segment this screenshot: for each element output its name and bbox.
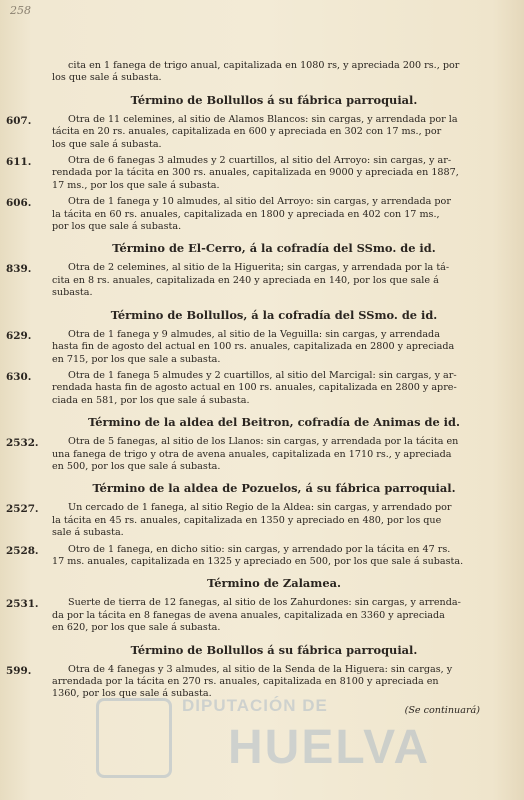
- text-line: Otra de 4 fanegas y 3 almudes, al sitio de la Senda de la Higuera: sin cargas, y: [68, 663, 453, 675]
- text-line: en 620, por los que sale á subasta.: [52, 622, 221, 634]
- document-body: [6, 60, 496, 717]
- coat-of-arms-logo: [96, 698, 172, 778]
- text-line: en 500, por los que sale á subasta.: [52, 460, 221, 472]
- lot-entry: [6, 369, 496, 407]
- lot-number: 629.: [6, 329, 32, 342]
- text-line: arrendada por la tácita en 270 rs. anuales, capitalizada en 8100 y apreciada en: [52, 676, 439, 687]
- text-line: 1360, por los que sale á subasta.: [52, 688, 212, 700]
- lot-entry: [6, 543, 496, 569]
- text-line: ciada en 581, por los que sale á subasta.: [52, 394, 250, 406]
- section-heading: Término de Bollullos á su fábrica parroquial.: [130, 642, 418, 657]
- lot-number: 2528.: [6, 544, 39, 557]
- continuation-note: (Se continuará): [404, 704, 480, 716]
- section-heading: Término de Bollullos, á la cofradía del SSmo. de id.: [110, 307, 438, 322]
- section-heading: Término de El-Cerro, á la cofradía del SSmo. de id.: [112, 241, 436, 256]
- lot-entry: [6, 328, 496, 366]
- folio-number: 258: [10, 4, 31, 17]
- text-line: hasta fin de agosto del actual en 100 rs. anuales, capitalizada en 2800 y apreciada: [52, 341, 455, 353]
- text-line: rendada hasta fin de agosto actual en 100 rs. anuales, capitalizada en 2800 y apre-: [52, 382, 457, 394]
- text-line: subasta.: [52, 287, 93, 299]
- watermark-top-text: DIPUTACIÓN DE: [182, 696, 328, 715]
- lot-entry: [6, 155, 496, 192]
- text-line: rendada por la tácita en 300 rs. anuales, capitalizada en 9000 y apreciada en 1887,: [52, 167, 459, 179]
- lot-number: 606.: [6, 197, 32, 210]
- lot-number: 2527.: [6, 503, 39, 516]
- section-heading: Término de Zalamea.: [207, 576, 341, 591]
- text-line: da por la tácita en 8 fanegas de avena anuales, capitalizada en 3360 y apreciada: [52, 609, 445, 621]
- text-line: Otra de 1 fanega y 9 almudes, al sitio de la Veguilla: sin cargas, y arrendada: [68, 328, 440, 340]
- sections-container: [6, 92, 496, 701]
- text-line: Otra de 1 fanega y 10 almudes, al sitio del Arroyo: sin cargas, y arrendada por: [68, 196, 451, 208]
- text-line: Otra de 6 fanegas 3 almudes y 2 cuartillos, al sitio del Arroyo: sin cargas, y ar-: [68, 155, 452, 167]
- text-line: Un cercado de 1 fanega, al sitio Regio de la Aldea: sin cargas, y arrendado por: [68, 502, 452, 514]
- watermark-main-text: HUELVA: [228, 721, 431, 774]
- lot-number: 2531.: [6, 598, 39, 611]
- lot-number: 630.: [6, 370, 32, 383]
- lot-entry: [6, 502, 496, 539]
- lot-entry: [6, 113, 496, 151]
- lot-number: 839.: [6, 263, 32, 276]
- text-line: Otra de 5 fanegas, al sitio de los Llanos: sin cargas, y arrendada por la tácita en: [68, 436, 459, 448]
- lot-number: 607.: [6, 114, 32, 127]
- lot-number: 2532.: [6, 437, 39, 450]
- text-line: los que sale á subasta.: [52, 138, 162, 150]
- section-heading: Término de la aldea del Beitron, cofradía de Animas de id.: [88, 415, 460, 430]
- lot-entry: [6, 436, 496, 473]
- text-line: 17 ms. anuales, capitalizada en 1325 y apreciado en 500, por los que sale á subasta.: [52, 555, 464, 567]
- text-line: tácita en 20 rs. anuales, capitalizada en 600 y apreciada en 302 con 17 ms., por: [52, 126, 442, 138]
- text-line: una fanega de trigo y otra de avena anuales, capitalizada en 1710 rs., y apreciada: [52, 448, 452, 460]
- text-line: por los que sale á subasta.: [52, 221, 182, 233]
- lot-entry: [6, 597, 496, 634]
- text-line: 17 ms., por los que sale á subasta.: [52, 179, 220, 191]
- text-line: sale á subasta.: [52, 527, 124, 539]
- text-line: cita en 8 rs. anuales, capitalizada en 240 y apreciada en 140, por los que sale á: [52, 274, 439, 286]
- text-line: Otra de 1 fanega 5 almudes y 2 cuartillos, al sitio del Marcigal: sin cargas, y ar-: [68, 369, 457, 381]
- text-line: los que sale á subasta.: [52, 72, 162, 84]
- lot-number: 599.: [6, 664, 32, 677]
- text-line: Otra de 11 celemines, al sitio de Alamos Blancos: sin cargas, y arrendada por la: [68, 113, 458, 125]
- text-line: cita en 1 fanega de trigo anual, capitalizada en 1080 rs, y apreciada 200 rs., por: [68, 60, 460, 71]
- lot-entry: [6, 262, 496, 299]
- text-line: la tácita en 45 rs. anuales, capitalizada en 1350 y apreciado en 480, por los que: [52, 514, 442, 526]
- opening-paragraph: [52, 60, 496, 85]
- text-line: la tácita en 60 rs. anuales, capitalizada en 1800 y apreciada en 402 con 17 ms.,: [52, 208, 440, 220]
- text-line: Otro de 1 fanega, en dicho sitio: sin cargas, y arrendado por la tácita en 47 rs.: [68, 543, 451, 555]
- lot-entry: [6, 196, 496, 233]
- section-heading: Término de Bollullos á su fábrica parroquial.: [130, 92, 418, 107]
- lot-number: 611.: [6, 156, 32, 169]
- text-line: en 715, por los que sale a subasta.: [52, 353, 221, 365]
- archive-watermark: [96, 694, 516, 784]
- text-line: Otra de 2 celemines, al sitio de la Higuerita; sin cargas, y arrendada por la tá-: [68, 262, 450, 274]
- section-heading: Término de la aldea de Pozuelos, á su fábrica parroquial.: [92, 481, 456, 496]
- text-line: Suerte de tierra de 12 fanegas, al sitio de los Zahurdones: sin cargas, y arrenda-: [68, 597, 461, 609]
